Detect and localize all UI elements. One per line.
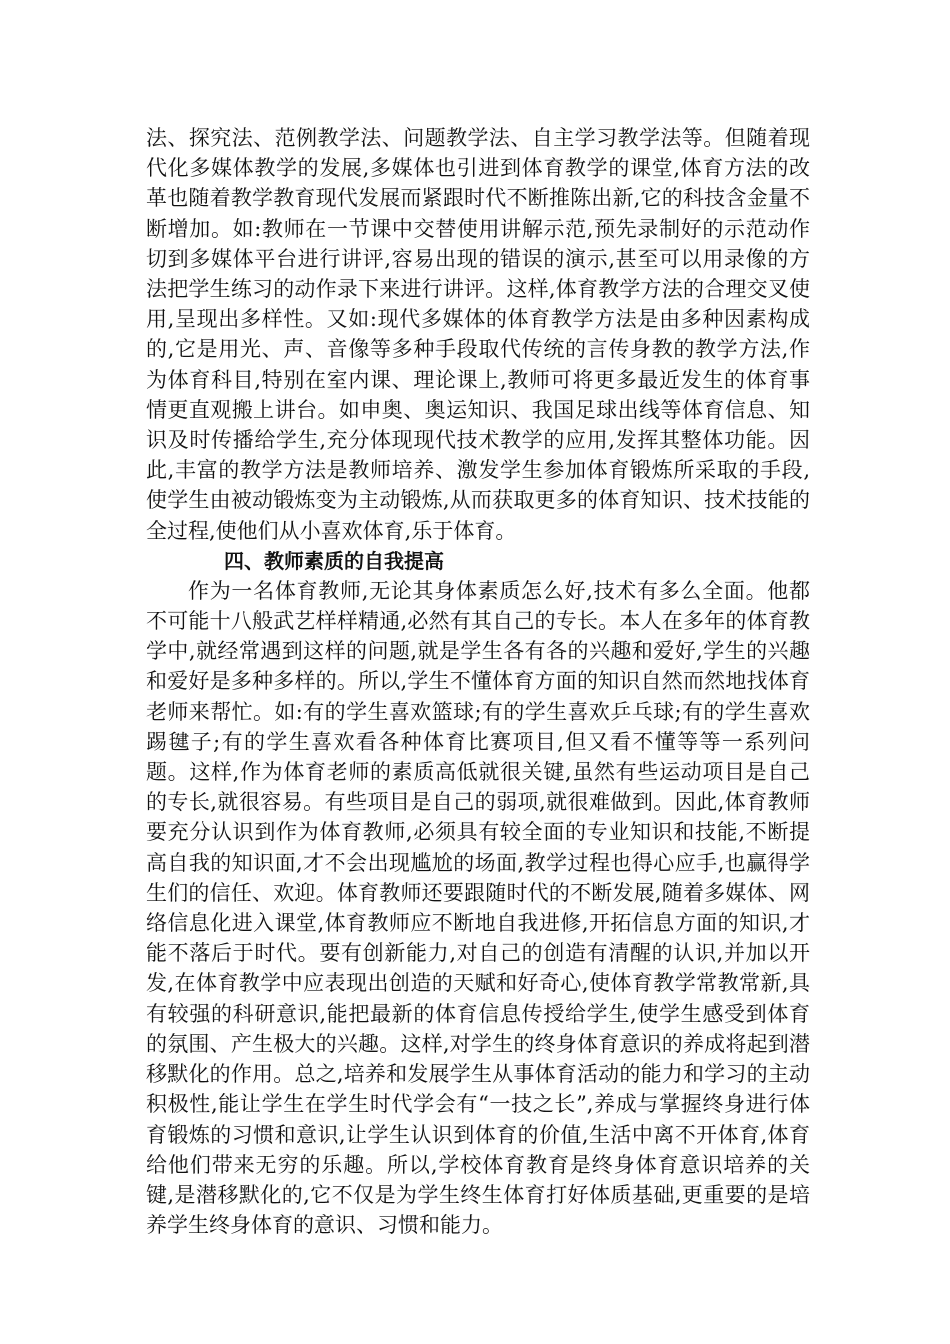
paragraph-teaching-methods: 法、探究法、范例教学法、问题教学法、自主学习教学法等。但随着现代化多媒体教学的发展,多媒体也引进到体育教学的课堂,体育方法的改革也随着教学教育现代发展而紧跟时代不断推陈出新,它的科技含金量不断增加。如:教师在一节课中交替使用讲解示范,预先录制好的示范动作切到多媒体平台进行讲评,容易出现的错误的演示,甚至可以用录像的方法把学生练习的动作录下来进行讲评。这样,体育教学方法的合理交叉使用,呈现出多样性。又如:现代多媒体的体育教学方法是由多种因素构成的,它是用光、声、音像等多种手段取代传统的言传身教的教学方法,作为体育科目,特别在室内课、理论课上,教师可将更多最近发生的体育事情更直观搬上讲台。如申奥、奥运知识、我国足球出线等体育信息、知识及时传播给学生,充分体现现代技术教学的应用,发挥其整体功能。因此,丰富的教学方法是教师培养、激发学生参加体育锻炼所采取的手段,使学生由被动锻炼变为主动锻炼,从而获取更多的体育知识、技术技能的全过程,使他们从小喜欢体育,乐于体育。 [146,126,810,543]
paragraph-teacher-quality [146,576,810,1240]
document-page [146,123,810,1240]
paragraph-summary-text: 总之,培养和发展学生从事体育活动的能力和学习的主动积极性,能让学生在学生时代学会有“一技之长”,养成与掌握终身进行体育锻炼的习惯和意识,让学生认识到体育的价值,生活中离不开体育,体育给他们带来无穷的乐趣。所以,学校体育教育是终身体育意识培养的关键,是潜移默化的,它不仅是为学生终生体育打好体质基础,更重要的是培养学生终身体育的意识、习惯和能力。 [146,1062,810,1238]
section-heading: 四、教师素质的自我提高 [224,548,444,573]
paragraph-teacher-quality-text: 作为一名体育教师,无论其身体素质怎么好,技术有多么全面。他都不可能十八般武艺样样精通,必然有其自己的专长。本人在多年的体育教学中,就经常遇到这样的问题,就是学生各有各的兴趣和爱好,学生的兴趣和爱好是多种多样的。所以,学生不懂体育方面的知识自然而然地找体育老师来帮忙。如:有的学生喜欢篮球;有的学生喜欢乒乓球;有的学生喜欢踢毽子;有的学生喜欢看各种体育比赛项目,但又看不懂等等一系列问题。这样,作为体育老师的素质高低就很关键,虽然有些运动项目是自己的专长,就很容易。有些项目是自己的弱项,就很难做到。因此,体育教师要充分认识到作为体育教师,必须具有较全面的专业知识和技能,不断提高自我的知识面,才不会出现尴尬的场面,教学过程也得心应手,也赢得学生们的信任、欢迎。体育教师还要跟随时代的不断发展,随着多媒体、网络信息化进入课堂,体育教师应不断地自我进修,开拓信息方面的知识,才能不落后于时代。要有创新能力,对自己的创造有清醒的认识,并加以开发,在体育教学中应表现出创造的天赋和好奇心,使体育教学常教常新,具有较强的科研意识,能把最新的体育信息传授给学生,使学生感受到体育的氛围、产生极大的兴趣。这样,对学生的终身体育意识的养成将起到潜移默化的作用。 [146,578,810,1087]
